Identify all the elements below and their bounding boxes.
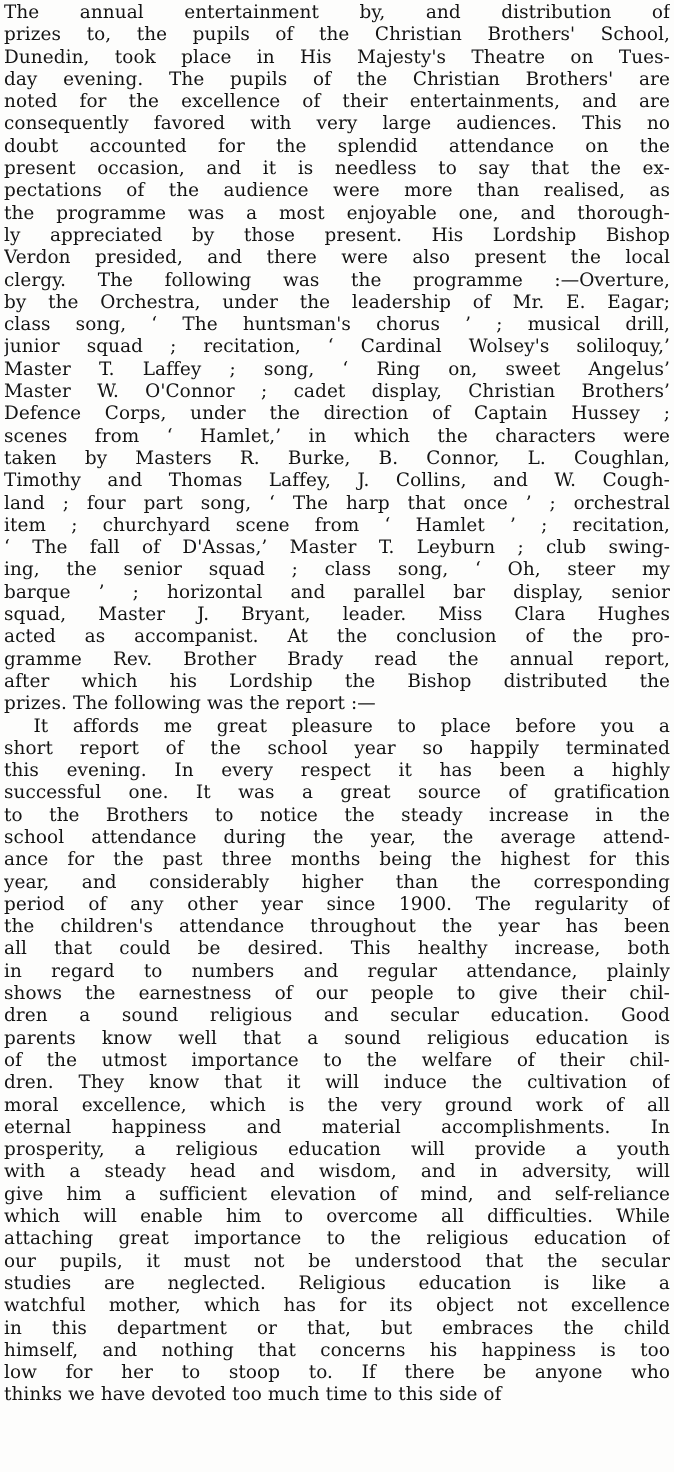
- text-line: parents know well that a sound religious education is: [4, 1027, 670, 1049]
- text-line: ly appreciated by those present. His Lordship Bishop: [4, 224, 670, 246]
- text-line: studies are neglected. Religious education is like a: [4, 1272, 670, 1294]
- text-line: give him a sufficient elevation of mind, and self-reliance: [4, 1183, 670, 1205]
- text-line: the children's attendance throughout the year has been: [4, 916, 670, 938]
- text-line: watchful mother, which has for its object not excellence: [4, 1295, 670, 1317]
- text-line: Timothy and Thomas Laffey, J. Collins, and W. Cough-: [4, 470, 670, 492]
- text-line: dren a sound religious and secular education. Good: [4, 1005, 670, 1027]
- text-line: thinks we have devoted too much time to this side of: [4, 1384, 502, 1406]
- text-line: Dunedin, took place in His Majesty's Theatre on Tues-: [4, 46, 670, 68]
- text-line: Master T. Laffey ; song, ‘ Ring on, sweet Angelus’: [4, 358, 670, 380]
- text-line: land ; four part song, ‘ The harp that once ’ ; orchestral: [4, 492, 670, 514]
- text-line: shows the earnestness of our people to give their chil-: [4, 983, 670, 1005]
- text-line: item ; churchyard scene from ‘ Hamlet ’ ; recitation,: [4, 514, 670, 536]
- text-line: prosperity, a religious education will provide a youth: [4, 1139, 670, 1161]
- text-line: in this department or that, but embraces the child: [4, 1317, 670, 1339]
- text-line: short report of the school year so happily terminated: [4, 737, 670, 759]
- text-line: It affords me great pleasure to place before you a: [33, 715, 670, 737]
- text-line: himself, and nothing that concerns his happiness is too: [4, 1339, 670, 1361]
- text-line: ance for the past three months being the highest for this: [4, 849, 670, 871]
- text-line: to the Brothers to notice the steady increase in the: [4, 804, 670, 826]
- text-line: taken by Masters R. Burke, B. Connor, L. Coughlan,: [4, 447, 670, 469]
- text-line: year, and considerably higher than the corresponding: [4, 871, 670, 893]
- text-line: day evening. The pupils of the Christian Brothers' are: [4, 68, 670, 90]
- text-line: noted for the excellence of their entertainments, and are: [4, 91, 670, 113]
- text-line: all that could be desired. This healthy increase, both: [4, 938, 670, 960]
- text-line: barque ’ ; horizontal and parallel bar display, senior: [4, 581, 670, 603]
- text-line: which will enable him to overcome all difficulties. While: [4, 1206, 670, 1228]
- text-line: low for her to stoop to. If there be anyone who: [4, 1362, 670, 1384]
- text-line: doubt accounted for the splendid attendance on the: [4, 135, 670, 157]
- text-line: in regard to numbers and regular attendance, plainly: [4, 960, 670, 982]
- text-line: ing, the senior squad ; class song, ‘ Oh, steer my: [4, 559, 670, 581]
- text-line: eternal happiness and material accomplishments. In: [4, 1116, 670, 1138]
- article-paragraph: [4, 716, 670, 1407]
- text-line: Master W. O'Connor ; cadet display, Christian Brothers’: [4, 381, 670, 403]
- article-paragraph: [4, 2, 670, 716]
- text-line: our pupils, it must not be understood that the secular: [4, 1250, 670, 1272]
- text-line: class song, ‘ The huntsman's chorus ’ ; musical drill,: [4, 314, 670, 336]
- text-line: consequently favored with very large audiences. This no: [4, 113, 670, 135]
- text-line: attaching great importance to the religious education of: [4, 1228, 670, 1250]
- article-text: [4, 2, 670, 1407]
- text-line: Verdon presided, and there were also present the local: [4, 247, 670, 269]
- text-line: after which his Lordship the Bishop distributed the: [4, 670, 670, 692]
- text-line: ‘ The fall of D'Assas,’ Master T. Leyburn ; club swing-: [4, 537, 670, 559]
- text-line: pectations of the audience were more than realised, as: [4, 180, 670, 202]
- text-line: school attendance during the year, the average attend-: [4, 826, 670, 848]
- text-line: by the Orchestra, under the leadership of Mr. E. Eagar;: [4, 291, 670, 313]
- text-line: this evening. In every respect it has been a highly: [4, 760, 670, 782]
- text-line: with a steady head and wisdom, and in adversity, will: [4, 1161, 670, 1183]
- text-line: the programme was a most enjoyable one, and thorough-: [4, 202, 670, 224]
- text-line: successful one. It was a great source of gratification: [4, 782, 670, 804]
- text-line: squad, Master J. Bryant, leader. Miss Clara Hughes: [4, 604, 670, 626]
- text-line: scenes from ‘ Hamlet,’ in which the characters were: [4, 425, 670, 447]
- text-line: gramme Rev. Brother Brady read the annual report,: [4, 648, 670, 670]
- text-line: The annual entertainment by, and distribution of: [4, 2, 670, 23]
- text-line: Defence Corps, under the direction of Captain Hussey ;: [4, 403, 670, 425]
- text-line: present occasion, and it is needless to say that the ex-: [4, 158, 670, 180]
- text-line: prizes to, the pupils of the Christian Brothers' School,: [4, 24, 670, 46]
- text-line: clergy. The following was the programme :—Overture,: [4, 269, 670, 291]
- text-line: moral excellence, which is the very ground work of all: [4, 1094, 670, 1116]
- text-line: dren. They know that it will induce the cultivation of: [4, 1072, 670, 1094]
- text-line: of the utmost importance to the welfare of their chil-: [4, 1049, 670, 1071]
- text-line: prizes. The following was the report :—: [4, 693, 376, 715]
- text-line: period of any other year since 1900. The regularity of: [4, 893, 670, 915]
- text-line: junior squad ; recitation, ‘ Cardinal Wolsey's soliloquy,’: [4, 336, 670, 358]
- text-line: acted as accompanist. At the conclusion of the pro-: [4, 626, 670, 648]
